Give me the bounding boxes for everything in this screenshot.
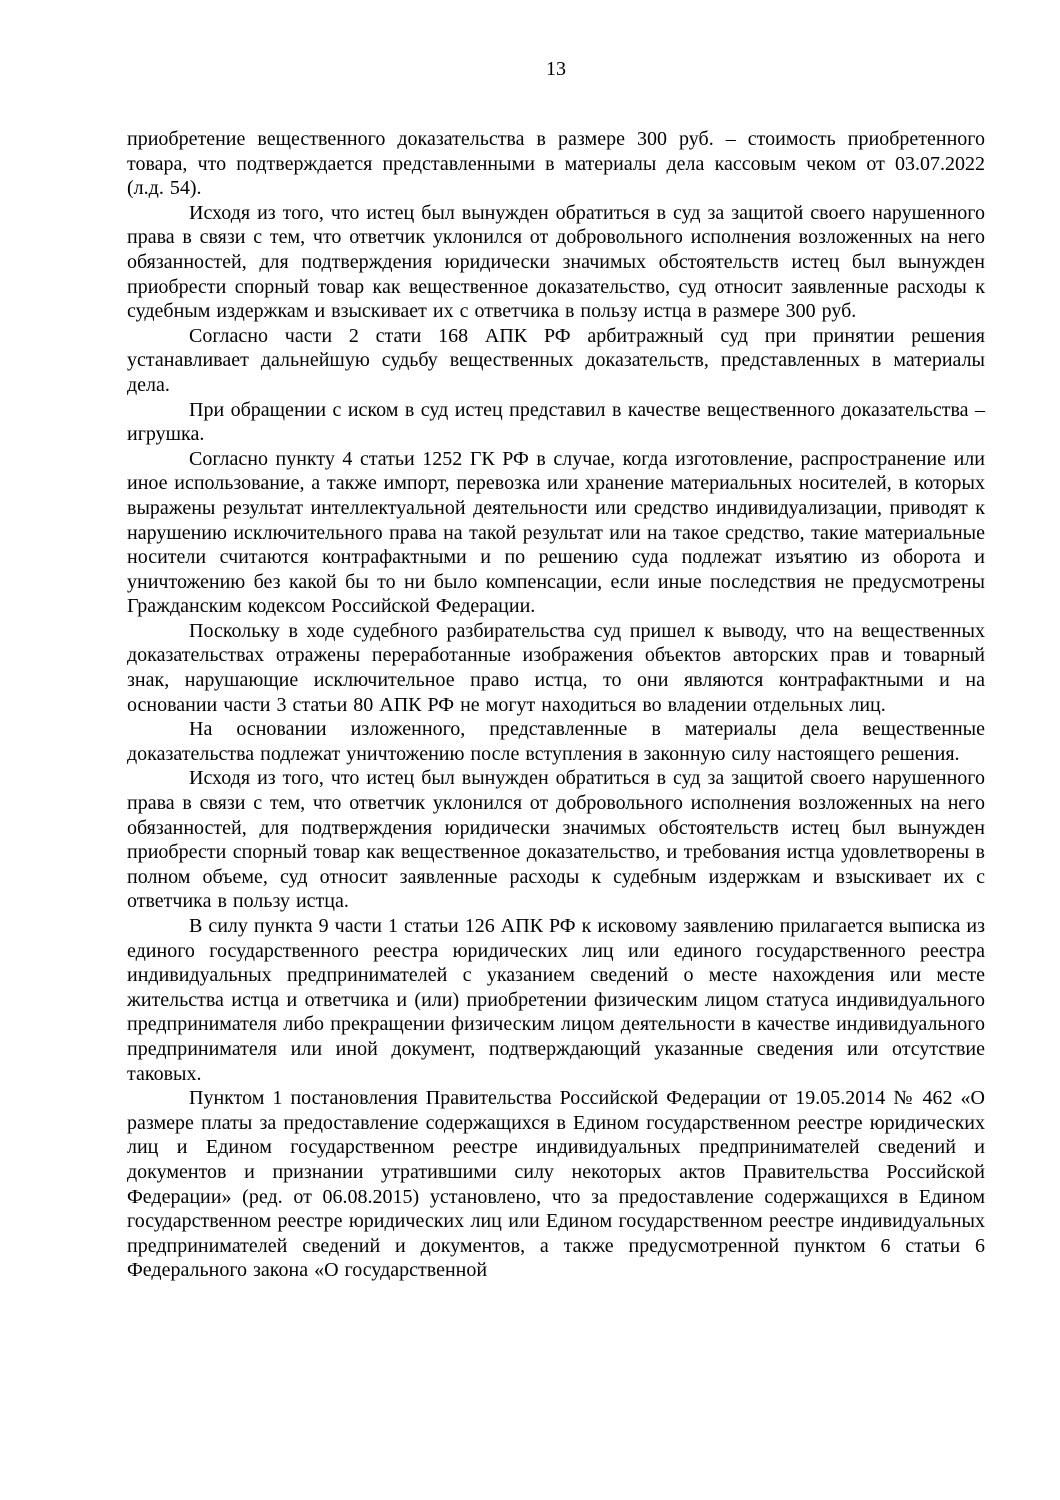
paragraph: Согласно части 2 стати 168 АПК РФ арбитражный суд при принятии решения устанавливает дальнейшую судьбу вещественных доказательств, представленных в материалы дела. <box>127 324 985 396</box>
paragraph: Пунктом 1 постановления Правительства Российской Федерации от 19.05.2014 № 462 «О размере платы за предоставление содержащихся в Едином государственном реестре юридических лиц и Едином государственном реестре индивидуальных предпринимателей сведений и документов и признании утратившими силу некоторых актов Правительства Российской Федерации» (ред. от 06.08.2015) установлено, что за предоставление содержащихся в Едином государственном реестре юридических лиц или Едином государственном реестре индивидуальных предпринимателей сведений и документов, а также предусмотренной пунктом 6 статьи 6 Федерального закона «О государственной <box>127 1087 985 1282</box>
paragraph: приобретение вещественного доказательства в размере 300 руб. – стоимость приобретенного товара, что подтверждается представленными в материалы дела кассовым чеком от 03.07.2022 (л.д. 54). <box>127 128 985 200</box>
document-text <box>127 127 985 1283</box>
paragraph: При обращении с иском в суд истец представил в качестве вещественного доказательства – игрушка. <box>127 398 985 446</box>
paragraph: Исходя из того, что истец был вынужден обратиться в суд за защитой своего нарушенного права в связи с тем, что ответчик уклонился от добровольного исполнения возложенных на него обязанностей, для подтверждения юридически значимых обстоятельств истец был вынужден приобрести спорный товар как вещественное доказательство, суд относит заявленные расходы к судебным издержкам и взыскивает их с ответчика в пользу истца в размере 300 руб. <box>127 201 985 323</box>
page-number: 13 <box>546 58 566 80</box>
paragraph: На основании изложенного, представленные в материалы дела вещественные доказательства подлежат уничтожению после вступления в законную силу настоящего решения. <box>127 718 985 765</box>
paragraph: Поскольку в ходе судебного разбирательства суд пришел к выводу, что на вещественных доказательствах отражены переработанные изображения объектов авторских прав и товарный знак, нарушающие исключительное право истца, то они являются контрафактными и на основании части 3 статьи 80 АПК РФ не могут находиться во владении отдельных лиц. <box>127 619 985 716</box>
paragraph: Исходя из того, что истец был вынужден обратиться в суд за защитой своего нарушенного права в связи с тем, что ответчик уклонился от добровольного исполнения возложенных на него обязанностей, для подтверждения юридически значимых обстоятельств истец был вынужден приобрести спорный товар как вещественное доказательство, и требования истца удовлетворены в полном объеме, суд относит заявленные расходы к судебным издержкам и взыскивает их с ответчика в пользу истца. <box>127 767 985 913</box>
paragraph: В силу пункта 9 части 1 статьи 126 АПК РФ к исковому заявлению прилагается выписка из единого государственного реестра юридических лиц или единого государственного реестра индивидуальных предпринимателей с указанием сведений о месте нахождения или месте жительства истца и ответчика и (или) приобретении физическим лицом статуса индивидуального предпринимателя либо прекращении физическим лицом деятельности в качестве индивидуального предпринимателя или иной документ, подтверждающий указанные сведения или отсутствие таковых. <box>127 915 985 1085</box>
paragraph: Согласно пункту 4 статьи 1252 ГК РФ в случае, когда изготовление, распространение или иное использование, а также импорт, перевозка или хранение материальных носителей, в которых выражены результат интеллектуальной деятельности или средство индивидуализации, приводят к нарушению исключительного права на такой результат или на такое средство, такие материальные носители считаются контрафактными и по решению суда подлежат изъятию из оборота и уничтожению без какой бы то ни было компенсации, если иные последствия не предусмотрены Гражданским кодексом Российской Федерации. <box>127 447 985 618</box>
